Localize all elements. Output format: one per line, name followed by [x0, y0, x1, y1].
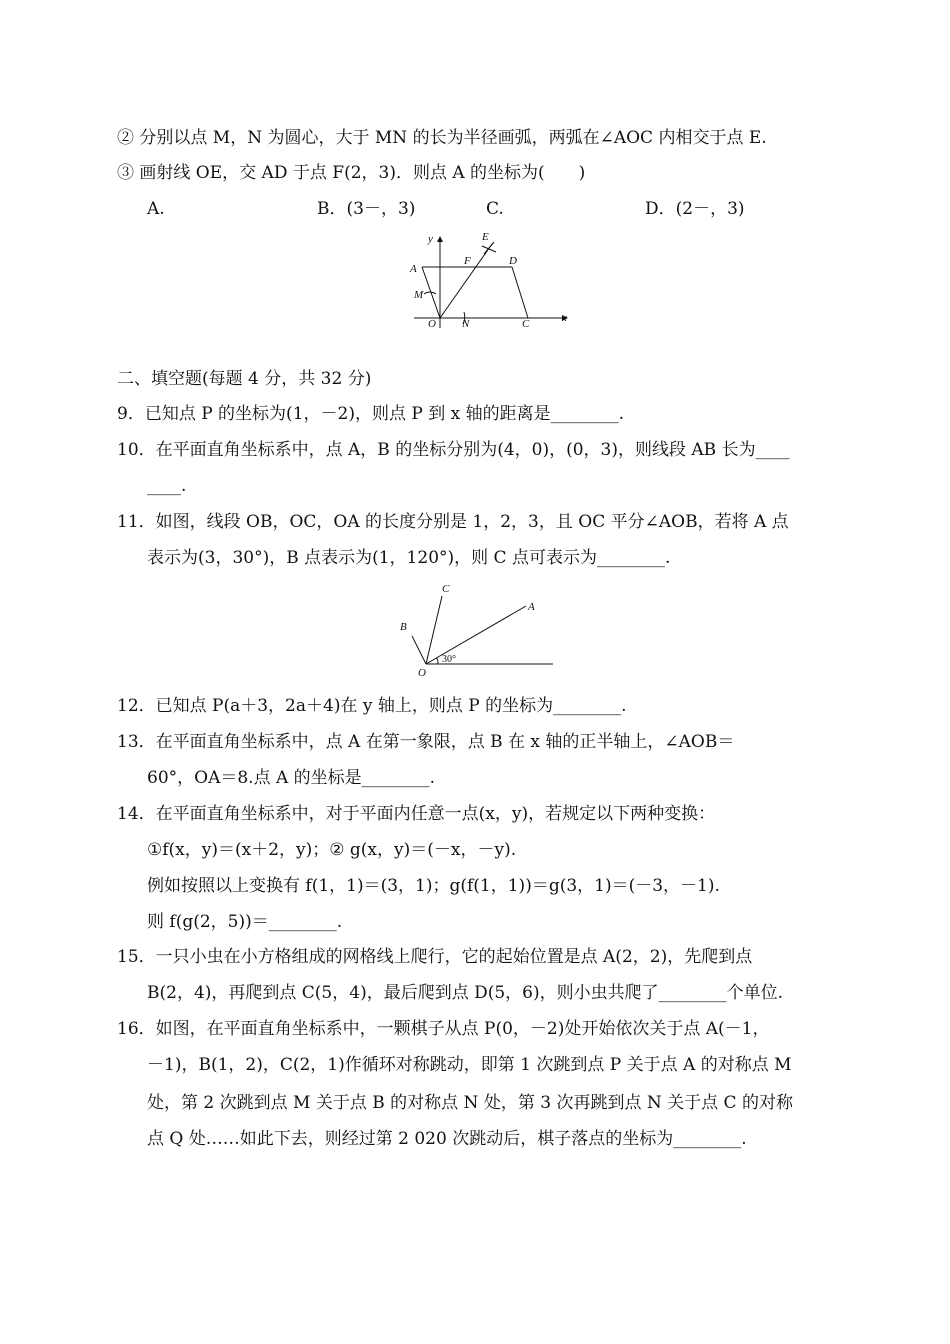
- section-heading: 二、填空题(每题 4 分，共 32 分): [117, 369, 372, 389]
- q11-label-b: B: [400, 621, 407, 633]
- q11-figure: [390, 578, 570, 682]
- q16-line2: －1)，B(1，2)，C(2，1)作循环对称跳动，即第 1 次跳到点 P 关于点 A 的对称点 M: [147, 1055, 792, 1075]
- q11-segment-ob: [412, 636, 426, 664]
- q8-label-m: M: [414, 289, 424, 301]
- q15-line1: 15．一只小虫在小方格组成的网格线上爬行，它的起始位置是点 A(2，2)，先爬到点: [117, 947, 753, 967]
- q14-line3: 例如按照以上变换有 f(1，1)＝(3，1)；g(f(1，1))＝g(3，1)＝(－3，－1).: [147, 876, 720, 896]
- q12: 12．已知点 P(a＋3，2a＋4)在 y 轴上，则点 P 的坐标为________.: [117, 696, 627, 716]
- q10-line1: 10．在平面直角坐标系中，点 A，B 的坐标分别为(4，0)，(0，3)，则线段 AB 长为____: [117, 440, 790, 460]
- q8-label-y: y: [428, 233, 433, 245]
- q8-figure: [400, 228, 580, 340]
- q11-label-angle: 30°: [442, 654, 456, 665]
- q13-line1: 13．在平面直角坐标系中，点 A 在第一象限，点 B 在 x 轴的正半轴上，∠AOB＝: [117, 732, 735, 752]
- q11-label-a: A: [528, 601, 535, 613]
- q11-label-o: O: [418, 667, 426, 679]
- q8-step2: ② 分别以点 M，N 为圆心，大于 MN 的长为半径画弧，两弧在∠AOC 内相交于点 E.: [117, 128, 767, 148]
- q11-segment-oc: [426, 596, 442, 664]
- q11-angle-arc: [436, 658, 438, 664]
- q8-option-b: B．(3－，3): [317, 199, 416, 219]
- q8-arc-e-1: [482, 246, 496, 252]
- q8-option-d: D．(2－，3): [645, 199, 745, 219]
- q11-segment-oa: [426, 606, 526, 664]
- q8-segment-dc: [512, 267, 528, 318]
- q9: 9．已知点 P 的坐标为(1，－2)，则点 P 到 x 轴的距离是________.: [117, 404, 625, 424]
- q8-label-n: N: [462, 318, 470, 330]
- q8-label-o: O: [428, 318, 436, 330]
- q8-label-f: F: [464, 255, 471, 267]
- q10-line2: ____.: [147, 476, 187, 496]
- q8-option-c: C.: [486, 199, 504, 219]
- q15-line2: B(2，4)，再爬到点 C(5，4)，最后爬到点 D(5，6)，则小虫共爬了________个单位.: [147, 983, 784, 1003]
- q13-line2: 60°，OA＝8.点 A 的坐标是________.: [147, 768, 436, 788]
- q11-line2: 表示为(3，30°)，B 点表示为(1，120°)，则 C 点可表示为________.: [147, 548, 671, 568]
- q8-label-a: A: [410, 263, 417, 275]
- q16-line4: 点 Q 处……如此下去，则经过第 2 020 次跳动后，棋子落点的坐标为________.: [147, 1129, 747, 1149]
- q16-line3: 处，第 2 次跳到点 M 关于点 B 的对称点 N 处，第 3 次再跳到点 N 关于点 C 的对称: [147, 1093, 793, 1113]
- q8-label-e: E: [482, 231, 489, 243]
- q11-line1: 11．如图，线段 OB，OC，OA 的长度分别是 1，2，3，且 OC 平分∠AOB，若将 A 点: [117, 512, 789, 532]
- q14-line4: 则 f(g(2，5))＝________.: [147, 912, 343, 932]
- q8-option-a: A.: [147, 199, 165, 219]
- q8-label-x: x: [562, 312, 567, 324]
- q11-label-c: C: [442, 583, 450, 595]
- q8-y-arrow: [437, 236, 443, 242]
- q8-arc-m: [424, 292, 436, 294]
- q8-step3: ③ 画射线 OE，交 AD 于点 F(2，3)．则点 A 的坐标为( ): [117, 163, 586, 183]
- q16-line1: 16．如图，在平面直角坐标系中，一颗棋子从点 P(0，－2)处开始依次关于点 A(－1，: [117, 1019, 770, 1039]
- q8-label-c: C: [522, 318, 530, 330]
- q8-label-d: D: [509, 255, 517, 267]
- q14-line2: ①f(x，y)＝(x＋2，y)；② g(x，y)＝(－x，－y).: [147, 840, 517, 860]
- q14-line1: 14．在平面直角坐标系中，对于平面内任意一点(x，y)，若规定以下两种变换：: [117, 804, 716, 824]
